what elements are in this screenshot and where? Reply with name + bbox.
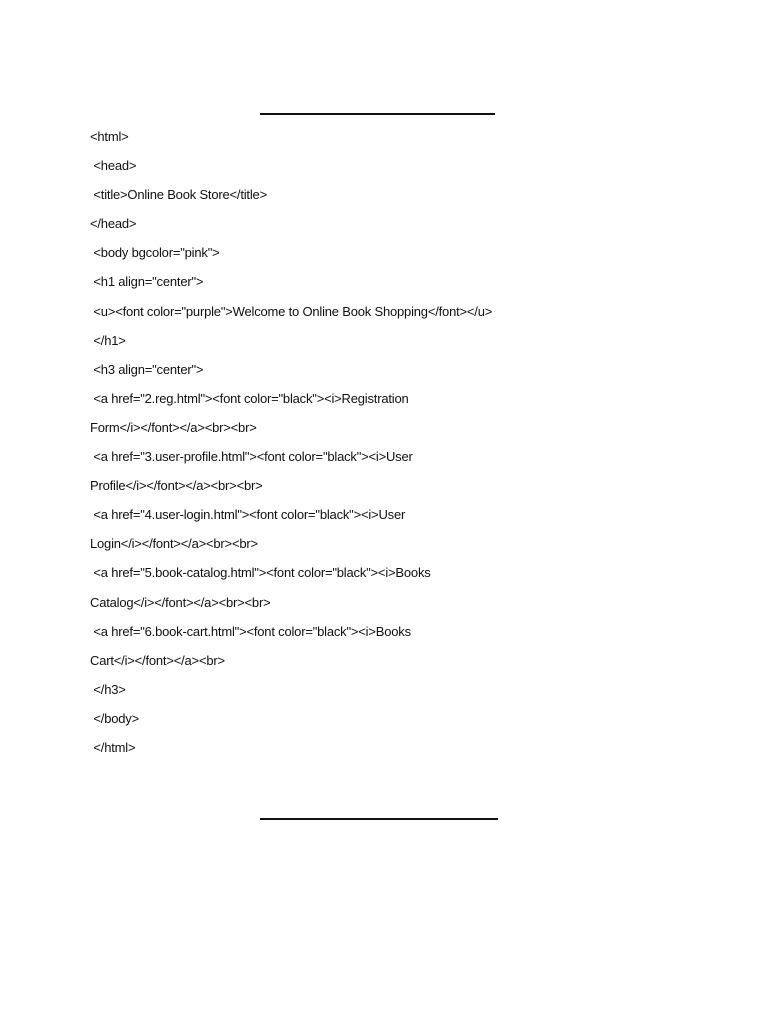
- code-line: </head>: [90, 216, 137, 232]
- code-line: <title>Online Book Store</title>: [90, 187, 267, 203]
- code-line: <body bgcolor="pink">: [90, 245, 220, 261]
- code-line: <a href="2.reg.html"><font color="black"><i>Registration: [90, 390, 409, 406]
- code-line: <a href="3.user-profile.html"><font color="black"><i>User: [90, 449, 413, 465]
- code-line: Form</i></font></a><br><br>: [90, 419, 257, 435]
- code-line: <a href="5.book-catalog.html"><font color="black"><i>Books: [90, 565, 431, 581]
- code-line: Cart</i></font></a><br>: [90, 652, 225, 668]
- code-line: </html>: [90, 739, 136, 755]
- code-line: <u><font color="purple">Welcome to Online Book Shopping</font></u>: [90, 303, 493, 319]
- code-line: Login</i></font></a><br><br>: [90, 536, 258, 552]
- code-line: <a href="4.user-login.html"><font color="black"><i>User: [90, 507, 406, 523]
- code-line: </h1>: [90, 332, 126, 348]
- top-divider-line: [260, 113, 495, 115]
- code-line: <html>: [90, 129, 129, 144]
- code-line: <a href="6.book-cart.html"><font color="black"><i>Books: [90, 623, 411, 639]
- code-line: Catalog</i></font></a><br><br>: [90, 594, 271, 610]
- code-line: <h3 align="center">: [90, 361, 204, 377]
- bottom-divider-line: [260, 818, 498, 820]
- code-line: </h3>: [90, 681, 126, 697]
- code-line: Profile</i></font></a><br><br>: [90, 478, 263, 494]
- code-line: <h1 align="center">: [90, 274, 204, 290]
- code-line: <head>: [90, 158, 137, 174]
- html-code-listing: [90, 128, 730, 768]
- code-line: </body>: [90, 710, 139, 726]
